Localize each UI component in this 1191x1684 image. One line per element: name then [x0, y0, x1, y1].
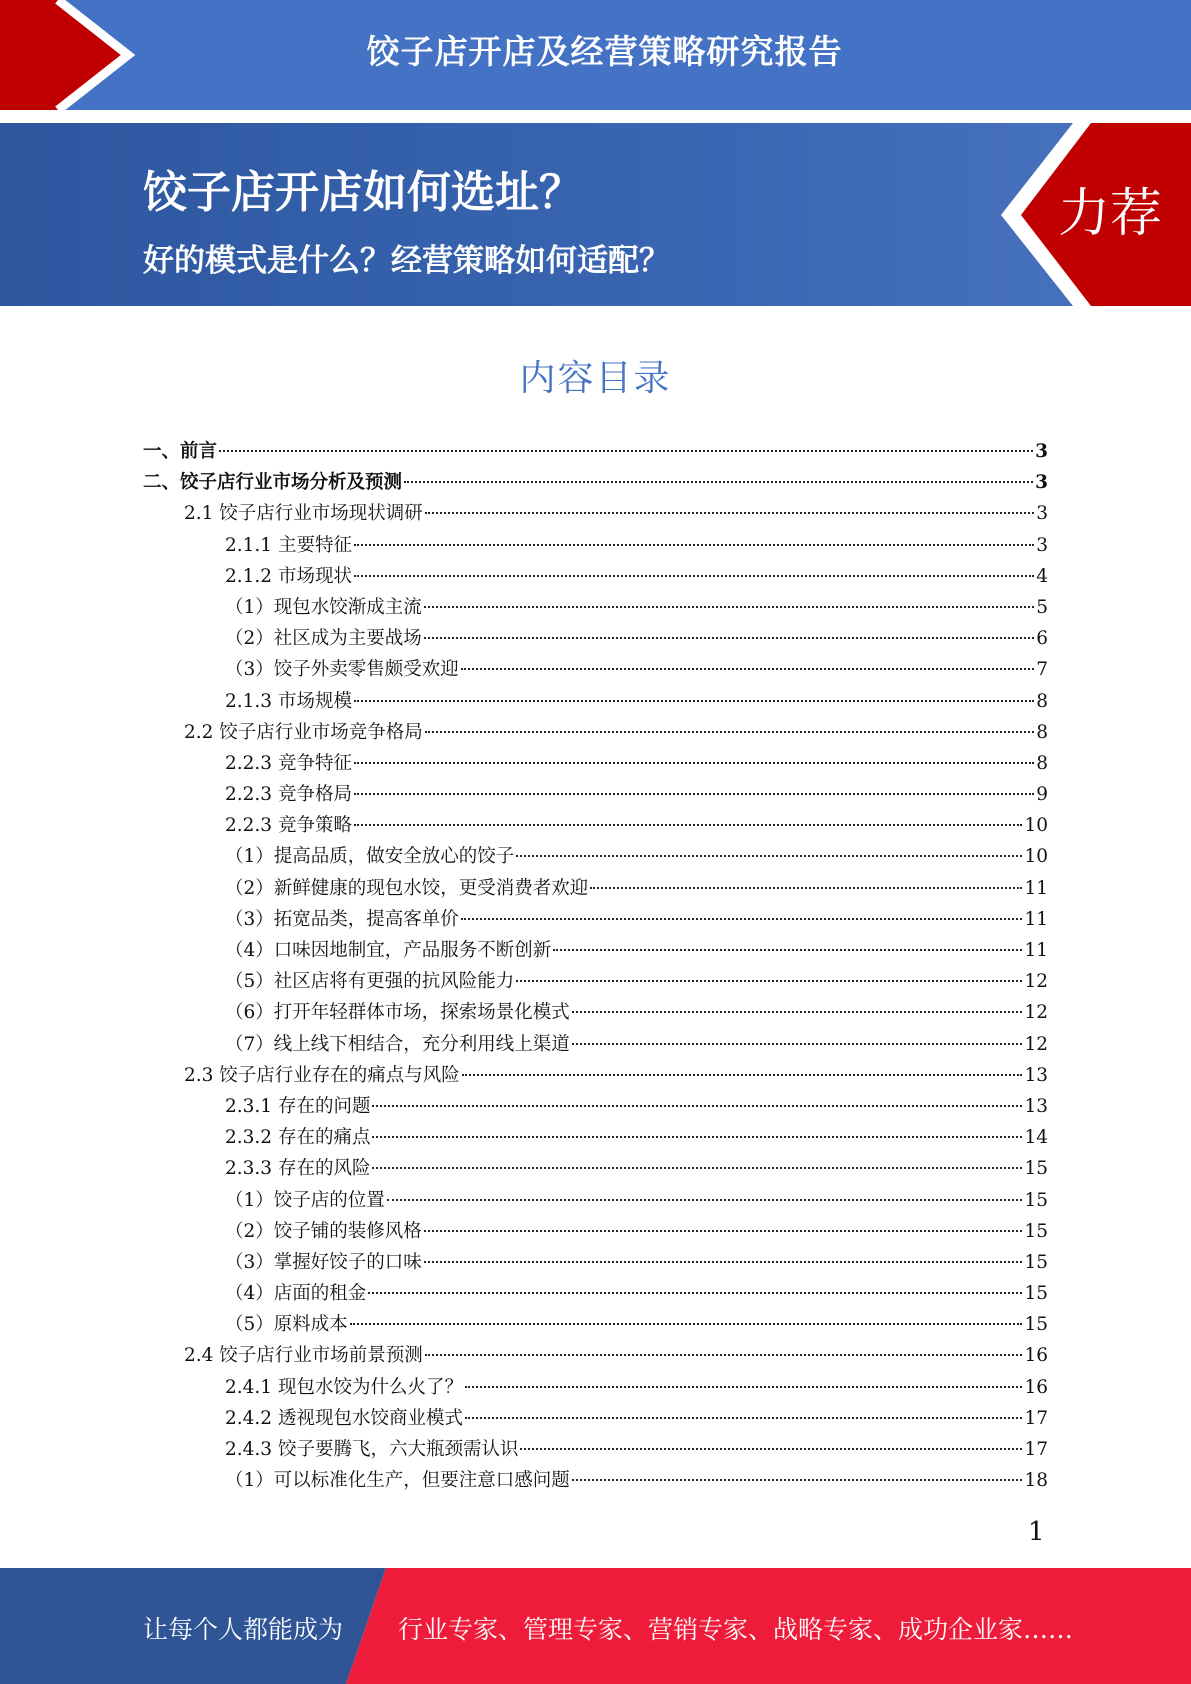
toc-entry-page: 12	[1024, 971, 1048, 993]
toc-entry-title: （4）店面的租金	[225, 1283, 367, 1305]
toc-dot-leader	[425, 1354, 1023, 1356]
toc-entry-page: 4	[1036, 565, 1048, 587]
toc-entry-page: 8	[1036, 721, 1048, 743]
toc-entry-page: 11	[1024, 908, 1048, 930]
toc-entry[interactable]	[143, 779, 1048, 810]
toc-dot-leader	[350, 1323, 1023, 1325]
toc-entry-page: 10	[1024, 846, 1048, 868]
toc-entry-page: 11	[1024, 940, 1048, 961]
report-title: 饺子店开店及经营策略研究报告	[366, 32, 843, 71]
toc-entry-page: 15	[1024, 1283, 1048, 1305]
toc-heading: 内容目录	[519, 358, 672, 399]
toc-dot-leader	[425, 512, 1034, 514]
toc-entry[interactable]	[143, 717, 1048, 748]
toc-dot-leader	[424, 1261, 1023, 1263]
toc-entry-title: （1）可以标准化生产，但要注意口感问题	[225, 1470, 570, 1492]
recommend-badge: 力荐	[1058, 184, 1163, 244]
toc-entry-title: （1）现包水饺渐成主流	[225, 596, 422, 618]
toc-entry-title: （2）饺子铺的装修风格	[225, 1220, 422, 1242]
toc-entry-title: 2.3 饺子店行业存在的痛点与风险	[184, 1064, 460, 1086]
toc-entry[interactable]	[143, 1465, 1048, 1496]
toc-entry[interactable]	[143, 841, 1048, 872]
toc-entry-page: 16	[1024, 1376, 1048, 1398]
toc-entry[interactable]	[143, 873, 1048, 904]
hero-question-location: 饺子店开店如何选址？	[143, 167, 583, 218]
toc-entry-title: 2.1.2 市场现状	[225, 565, 352, 587]
toc-entry[interactable]	[143, 1247, 1048, 1278]
toc-entry[interactable]	[143, 561, 1048, 592]
toc-dot-leader	[516, 855, 1022, 857]
toc-entry-page: 13	[1024, 1095, 1048, 1117]
toc-entry-title: （4）口味因地制宜，产品服务不断创新	[225, 940, 552, 961]
toc-entry-page: 8	[1036, 752, 1048, 774]
toc-entry-page: 3	[1036, 503, 1048, 525]
toc-entry-page: 18	[1024, 1470, 1048, 1492]
toc-dot-leader	[461, 918, 1023, 920]
toc-entry-title: （2）新鲜健康的现包水饺，更受消费者欢迎	[225, 877, 589, 899]
hero-question-model: 好的模式是什么？经营策略如何适配？	[143, 243, 670, 279]
toc-entry[interactable]	[143, 1340, 1048, 1371]
toc-dot-leader	[372, 1105, 1022, 1107]
toc-entry[interactable]	[143, 592, 1048, 623]
toc-entry[interactable]	[143, 1122, 1048, 1153]
toc-dot-leader	[404, 481, 1033, 483]
toc-entry-page: 17	[1024, 1407, 1048, 1429]
toc-entry-title: 2.2.3 竞争特征	[225, 752, 352, 774]
toc-dot-leader	[354, 544, 1034, 546]
toc-entry-title: 2.3.1 存在的问题	[225, 1095, 371, 1117]
toc-entry-title: （1）饺子店的位置	[225, 1189, 385, 1211]
toc-entry-page: 14	[1024, 1127, 1048, 1149]
toc-entry-title: 2.1.3 市场规模	[225, 690, 352, 712]
toc-dot-leader	[465, 1386, 1022, 1388]
toc-dot-leader	[462, 1074, 1023, 1076]
footer-slogan-left: 让每个人都能成为	[143, 1615, 344, 1644]
toc-entry-page: 15	[1024, 1158, 1048, 1180]
toc-entry-page: 5	[1036, 596, 1048, 618]
toc-entry[interactable]	[143, 1029, 1048, 1060]
toc-entry-title: 2.2.3 竞争策略	[225, 815, 352, 837]
toc-entry[interactable]	[143, 810, 1048, 841]
toc-entry-title: （3）拓宽品类，提高客单价	[225, 908, 459, 930]
toc-entry-title: 2.1 饺子店行业市场现状调研	[184, 503, 423, 525]
toc-entry-title: 2.4.2 透视现包水饺商业模式	[225, 1407, 463, 1429]
toc-entry[interactable]	[143, 1091, 1048, 1122]
toc-dot-leader	[516, 980, 1022, 982]
toc-entry-title: （6）打开年轻群体市场，探索场景化模式	[225, 1002, 570, 1024]
toc-entry-page: 12	[1024, 1033, 1048, 1055]
toc-entry-page: 3	[1035, 472, 1048, 494]
toc-entry-title: （5）社区店将有更强的抗风险能力	[225, 971, 515, 993]
toc-entry-page: 15	[1024, 1251, 1048, 1273]
toc-entry-page: 9	[1036, 784, 1048, 806]
toc-dot-leader	[425, 731, 1034, 733]
toc-dot-leader	[520, 1448, 1022, 1450]
toc-entry-title: 2.4 饺子店行业市场前景预测	[184, 1345, 423, 1367]
toc-entry[interactable]	[143, 935, 1048, 966]
toc-dot-leader	[461, 668, 1034, 670]
toc-entry[interactable]	[143, 467, 1048, 498]
toc-entry[interactable]	[143, 1309, 1048, 1340]
toc-entry-page: 11	[1024, 877, 1048, 899]
toc-entry[interactable]	[143, 686, 1048, 717]
toc-entry-page: 15	[1024, 1314, 1048, 1336]
toc-entry[interactable]	[143, 748, 1048, 779]
toc-entry-page: 8	[1036, 690, 1048, 712]
toc-entry-page: 15	[1024, 1220, 1048, 1242]
toc-entry[interactable]	[143, 1372, 1048, 1403]
toc-entry-title: 2.2.3 竞争格局	[225, 784, 352, 806]
toc-dot-leader	[424, 637, 1034, 639]
page-number: 1	[1028, 1517, 1045, 1547]
toc-entry-title: （5）原料成本	[225, 1314, 348, 1336]
toc-entry[interactable]	[143, 498, 1048, 529]
toc-entry[interactable]	[143, 1403, 1048, 1434]
toc-entry[interactable]	[143, 1278, 1048, 1309]
toc-dot-leader	[387, 1199, 1023, 1201]
toc-entry-title: （2）社区成为主要战场	[225, 628, 422, 650]
toc-entry[interactable]	[143, 530, 1048, 561]
toc-dot-leader	[424, 1230, 1023, 1232]
toc-dot-leader	[354, 700, 1034, 702]
toc-dot-leader	[572, 1479, 1023, 1481]
toc-dot-leader	[572, 1043, 1023, 1045]
toc-entry-page: 6	[1036, 628, 1048, 650]
toc-entry[interactable]	[143, 1060, 1048, 1091]
top-banner	[0, 0, 1191, 110]
toc-dot-leader	[572, 1011, 1023, 1013]
toc-entry-title: 2.3.3 存在的风险	[225, 1158, 371, 1180]
toc-entry[interactable]	[143, 904, 1048, 935]
toc-entry[interactable]	[143, 966, 1048, 997]
toc-entry-title: 一、前言	[143, 441, 218, 462]
footer-slogan-right: 行业专家、管理专家、营销专家、战略专家、成功企业家……	[398, 1615, 1074, 1644]
toc-entry-page: 12	[1024, 1002, 1048, 1024]
toc-entry-title: 2.3.2 存在的痛点	[225, 1127, 371, 1149]
toc-entry-page: 10	[1024, 815, 1048, 837]
toc-dot-leader	[590, 887, 1022, 889]
toc-dot-leader	[372, 1136, 1022, 1138]
toc-entry-page: 7	[1036, 659, 1048, 681]
toc-dot-leader	[553, 949, 1022, 951]
toc-dot-leader	[354, 793, 1034, 795]
table-of-contents	[143, 436, 1048, 1496]
toc-dot-leader	[465, 1417, 1022, 1419]
toc-dot-leader	[354, 575, 1034, 577]
footer-banner	[0, 1568, 1191, 1684]
toc-entry[interactable]	[143, 1153, 1048, 1184]
toc-entry-title: （1）提高品质，做安全放心的饺子	[225, 846, 515, 868]
toc-entry-title: （3）掌握好饺子的口味	[225, 1251, 422, 1273]
toc-entry[interactable]	[143, 1216, 1048, 1247]
toc-dot-leader	[354, 824, 1023, 826]
toc-entry-page: 3	[1035, 441, 1048, 462]
toc-entry[interactable]	[143, 1434, 1048, 1465]
toc-entry-title: （7）线上线下相结合，充分利用线上渠道	[225, 1033, 570, 1055]
toc-dot-leader	[372, 1167, 1022, 1169]
toc-entry-page: 13	[1024, 1064, 1048, 1086]
toc-entry[interactable]	[143, 436, 1048, 467]
toc-dot-leader	[368, 1292, 1022, 1294]
toc-entry[interactable]	[143, 1185, 1048, 1216]
toc-dot-leader	[219, 450, 1033, 452]
toc-dot-leader	[354, 762, 1034, 764]
toc-entry-page: 16	[1024, 1345, 1048, 1367]
toc-entry[interactable]	[143, 623, 1048, 654]
toc-entry-title: 二、饺子店行业市场分析及预测	[143, 472, 403, 494]
toc-entry-page: 17	[1024, 1439, 1048, 1460]
toc-entry-title: 2.4.3 饺子要腾飞，六大瓶颈需认识	[225, 1439, 519, 1460]
toc-entry-title: 2.4.1 现包水饺为什么火了？	[225, 1376, 463, 1398]
toc-entry-title: （3）饺子外卖零售颇受欢迎	[225, 659, 459, 681]
hero-banner	[0, 123, 1191, 306]
toc-entry[interactable]	[143, 997, 1048, 1028]
toc-entry-title: 2.1.1 主要特征	[225, 534, 352, 556]
toc-entry-page: 15	[1024, 1189, 1048, 1211]
toc-entry[interactable]	[143, 654, 1048, 685]
toc-dot-leader	[424, 606, 1034, 608]
toc-entry-page: 3	[1036, 534, 1048, 556]
toc-entry-title: 2.2 饺子店行业市场竞争格局	[184, 721, 423, 743]
